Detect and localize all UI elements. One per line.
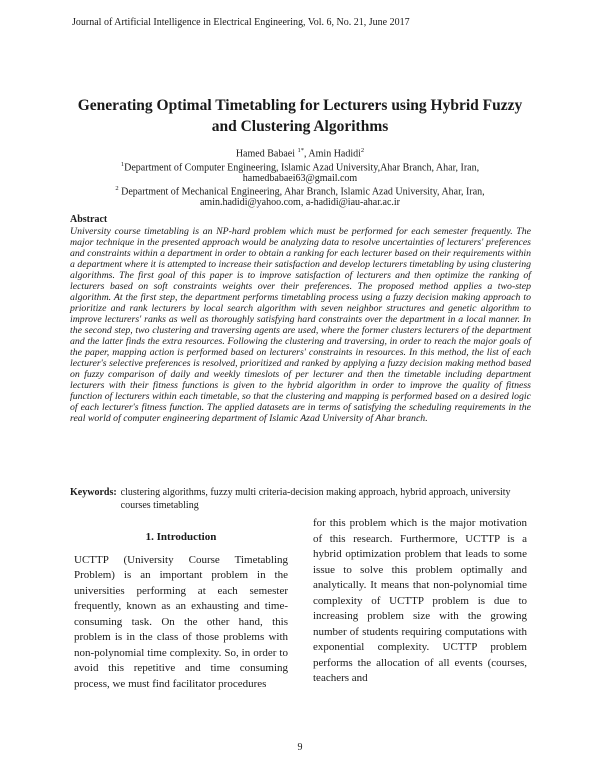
abstract-text: University course timetabling is an NP-hard problem which must be performed for each semester frequently. The major technique in the presented approach would be analyzing data to resolve uncertainties of lecturers' preferences and constraints within a department in order to obtain a ranking for each lecturer based on their requirements within a department where it is attempted to increase their satisfaction and develop lecturers timetabling by using clustering algorithms. The first goal of this paper is to improve satisfaction of lecturers and then optimize the ranking of lecturers based on soft constraints weights over their preferences. The proposed method applies a two-step algorithm. At the first step, the department performs timetabling process using a fuzzy decision making approach to prioritize and rank lecturers by local search algorithm with seven neighbor structures and genetic algorithm to improve lecturers' ranks as well as thoroughly satisfying hard constraints over the department in a local manner. In the second step, two clustering and traversing agents are used, where the former clusters lecturers of the department and the latter finds the extra resources. Following the clustering and traversing, in order to reach the major goals of the paper, mapping action is performed based on lecturers' constraints in resources. In this method, the list of each lecturer's selective preferences is resolved, prioritized and ranked by applying a fuzzy decision making method based on fuzzy comparison of daily and weekly timeslots of per lecturer and then the timetable including department lecturers with their fitness functions is given to the hybrid algorithm in order to improve the quality of fitness function of lecturers within each timetable, so that the clustering and mapping is performed based on a desired logic of each lecturer's fitness function. The applied datasets are in terms of satisfying the scheduling requirements in the real world of computer engineering department of Islamic Azad University of Ahar branch. — [70, 226, 531, 424]
title-line-2: and Clustering Algorithms — [211, 118, 389, 135]
affiliation-2 — [60, 184, 540, 198]
column-left — [74, 530, 288, 692]
author-2-name: Amin Hadidi — [308, 148, 361, 160]
column-right — [313, 516, 527, 687]
author-2-affil-mark: 2 — [360, 147, 365, 154]
page-number: 9 — [297, 742, 303, 753]
keywords — [70, 487, 531, 512]
title-line-1: Generating Optimal Timetabling for Lecturers using Hybrid Fuzzy — [77, 97, 523, 114]
section-heading-introduction: 1. Introduction — [145, 531, 217, 543]
affiliation-2-text: Department of Mechanical Engineering, Ahar Branch, Islamic Azad University, Ahar, Iran, — [121, 186, 485, 198]
affiliation-2-mark: 2 — [115, 185, 119, 193]
author-1-name: Hamed Babaei — [235, 148, 295, 160]
affiliation-2-email: amin.hadidi@yahoo.com, a-hadidi@iau-ahar.ac.ir — [199, 196, 400, 208]
affiliation-1-text: Department of Computer Engineering, Islamic Azad University,Ahar Branch, Ahar, Iran, — [124, 162, 480, 174]
affiliation-1 — [60, 160, 540, 174]
intro-paragraph-left: UCTTP (University Course Timetabling Problem) is an important problem in the universities performing at each semester frequently, known as an exhausting and time-consuming task. On the other hand, this problem is in the class of those problems with non-polynomial time complexity. So, in order to avoid this repetitive and time consuming process, we must find facilitator procedures — [74, 553, 288, 690]
paper-title — [60, 95, 540, 137]
keywords-label: Keywords: — [70, 487, 117, 498]
author-names: Hamed Babaei $^{1*}$, Amin Hadidi$^2$ — [235, 147, 365, 160]
author-block — [60, 146, 540, 208]
abstract-heading: Abstract — [70, 214, 108, 225]
author-1-affil-mark: 1* — [297, 147, 304, 154]
intro-paragraph-right: for this problem which is the major motivation of this research. Furthermore, UCTTP is a hybrid optimization problem that leads to some issue to solve this problem optimally and analytically. It means that non-polynomial time complexity of UCTTP problem is due to increasing problem size with the growing number of students requiring computations with exponential complexity. UCTTP problem performs the allocation of all events (courses, teachers and — [313, 517, 527, 684]
keywords-text: clustering algorithms, fuzzy multi criteria-decision making approach, hybrid approach, university courses timetabling — [120, 487, 511, 511]
affiliation-1-mark: 1 — [120, 160, 125, 168]
affiliation-1-email: hamedbabaei63@gmail.com — [242, 172, 358, 184]
running-header: Journal of Artificial Intelligence in Electrical Engineering, Vol. 6, No. 21, June 2017 — [72, 17, 410, 28]
